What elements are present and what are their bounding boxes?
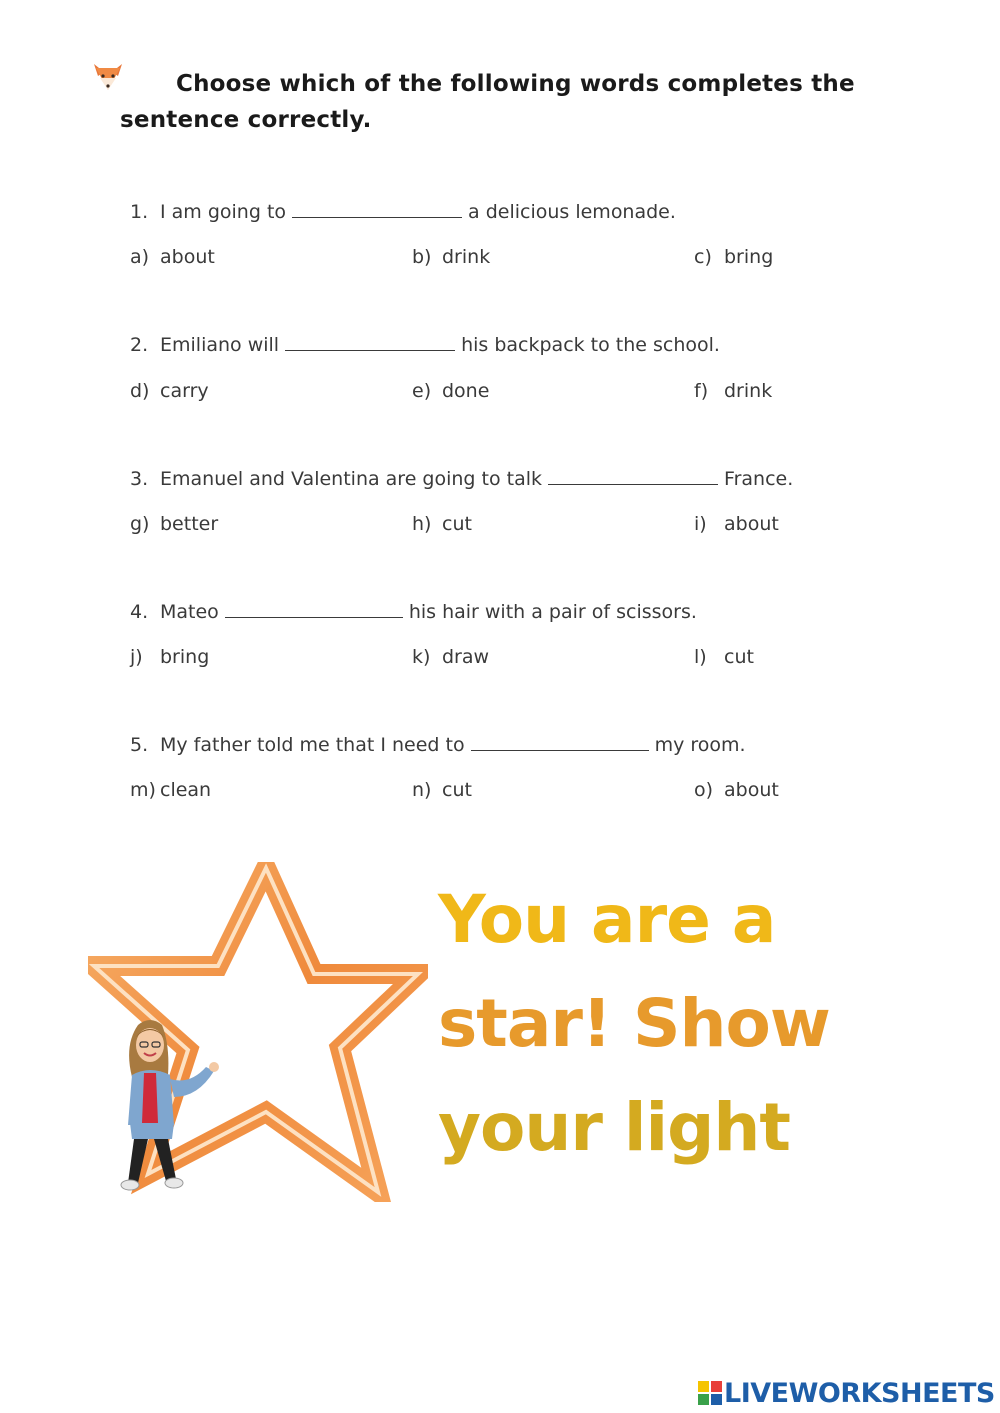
option-k[interactable]: k) draw [412,646,490,668]
question-number: 5. [130,734,149,756]
option-m[interactable]: m) clean [130,779,212,801]
question-text-before: I am going to [160,201,287,223]
option-c[interactable]: c) bring [694,246,774,268]
option-b[interactable]: b) drink [412,246,491,268]
option-h[interactable]: h) cut [412,513,472,535]
question-1 [130,201,676,223]
question-text-after: his backpack to the school. [461,334,720,356]
option-f[interactable]: f) drink [694,380,773,402]
option-i[interactable]: i) about [694,513,779,535]
option-o[interactable]: o) about [694,779,779,801]
question-text-before: Emanuel and Valentina are going to talk [160,468,543,490]
question-text-before: Mateo [160,601,219,623]
question-number: 2. [130,334,149,356]
answer-blank[interactable] [548,468,718,485]
instruction-text: Choose which of the following words completes the sentence correctly. [120,71,855,133]
question-number: 3. [130,468,149,490]
question-text-after: his hair with a pair of scissors. [408,601,697,623]
question-text-before: Emiliano will [160,334,280,356]
girl-avatar-icon [110,1015,230,1195]
answer-blank[interactable] [292,201,462,218]
slogan-line-1: You are a [438,881,776,958]
option-g[interactable]: g) better [130,513,219,535]
option-n[interactable]: n) cut [412,779,472,801]
brand-name: LIVEWORKSHEETS [724,1377,995,1409]
answer-blank[interactable] [471,734,649,751]
question-2 [130,334,720,356]
question-text-after: a delicious lemonade. [468,201,676,223]
option-l[interactable]: l) cut [694,646,754,668]
question-text-before: My father told me that I need to [160,734,465,756]
option-d[interactable]: d) carry [130,380,209,402]
motivational-slogan [438,868,858,1180]
question-text-after: my room. [654,734,746,756]
question-number: 1. [130,201,149,223]
question-number: 4. [130,601,149,623]
question-5 [130,734,746,756]
slogan-line-2: star! Show [438,985,830,1062]
answer-blank[interactable] [285,334,455,351]
option-a[interactable]: a) about [130,246,215,268]
question-3 [130,468,793,490]
answer-blank[interactable] [225,601,403,618]
question-4 [130,601,697,623]
slogan-line-3: your light [438,1089,790,1166]
liveworksheets-logo [698,1376,995,1410]
option-j[interactable]: j) bring [130,646,210,668]
liveworksheets-logo-icon [698,1381,722,1405]
question-text-after: France. [724,468,794,490]
option-e[interactable]: e) done [412,380,490,402]
